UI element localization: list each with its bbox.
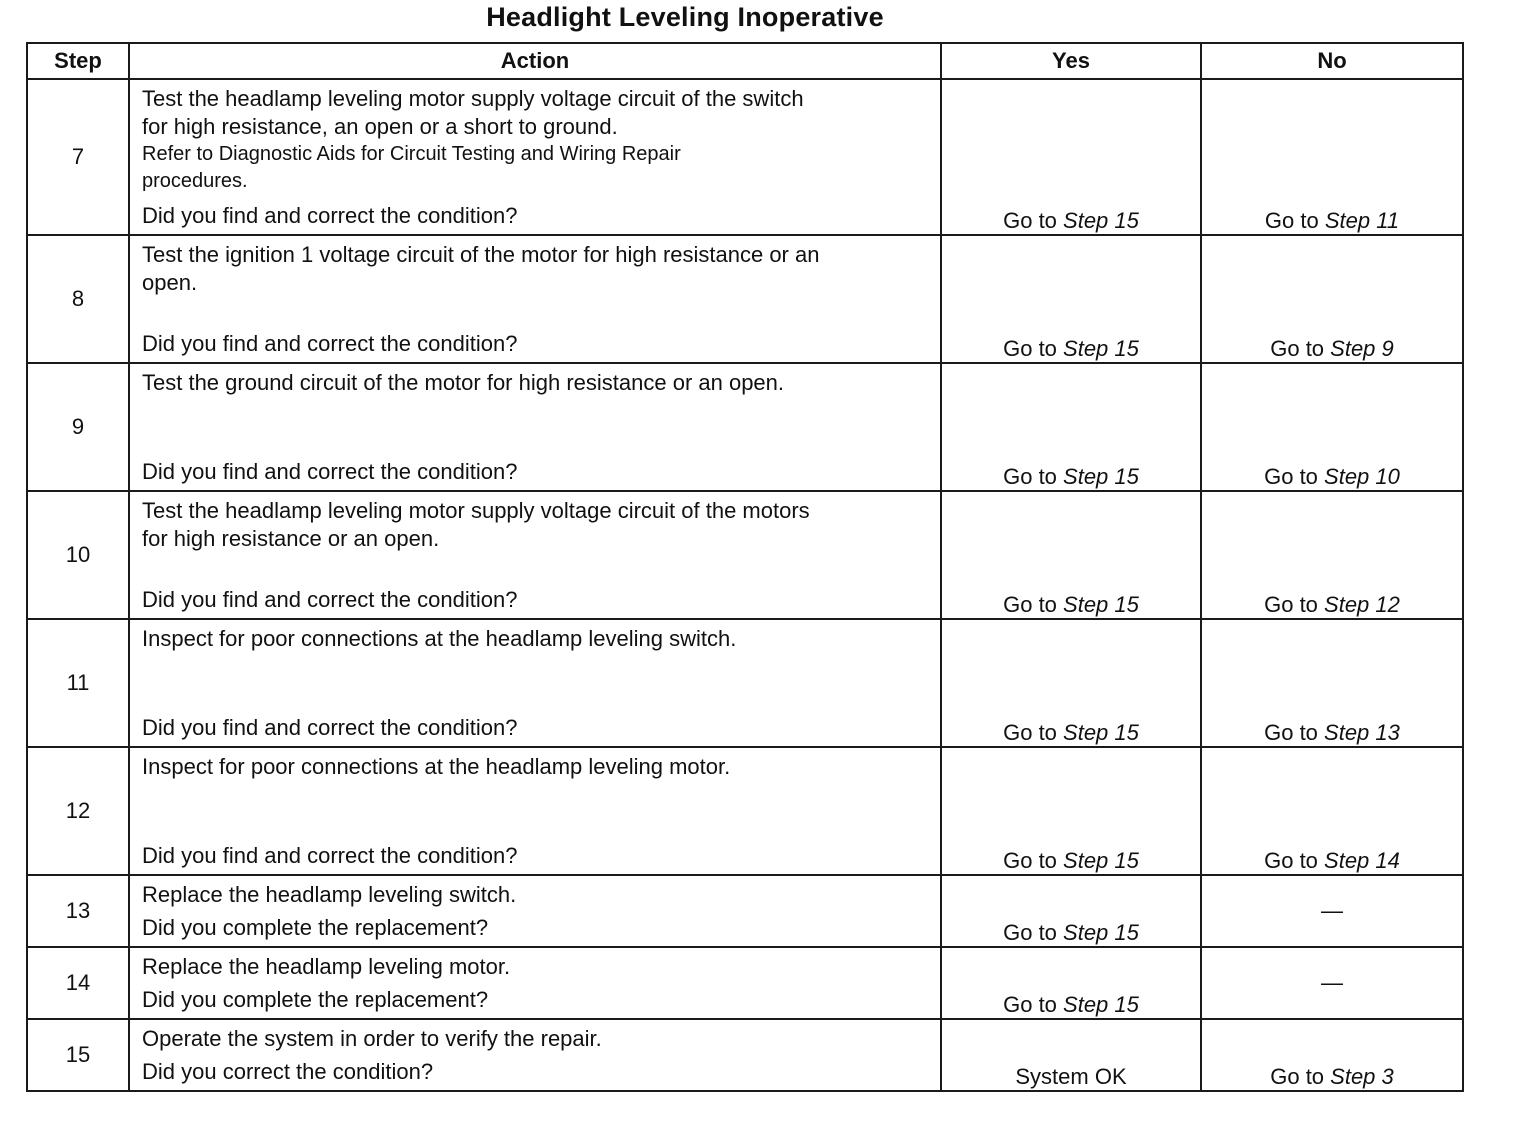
no-step-link[interactable]: Step 3 bbox=[1330, 1064, 1394, 1089]
yes-cell bbox=[941, 491, 1201, 619]
instruction-text: Test the headlamp leveling motor supply voltage circuit of the switch for high resistance, an open or a short to ground. bbox=[142, 86, 804, 139]
yes-step-link[interactable]: Step 15 bbox=[1063, 336, 1139, 361]
step-number: 7 bbox=[27, 79, 129, 235]
instruction-text: Inspect for poor connections at the headlamp leveling motor. bbox=[142, 754, 731, 779]
action-cell bbox=[129, 491, 941, 619]
yes-cell bbox=[941, 363, 1201, 491]
diagnostic-table bbox=[26, 42, 1464, 1092]
question-text: Did you find and correct the condition? bbox=[142, 203, 518, 228]
no-prefix: Go to bbox=[1264, 592, 1325, 617]
yes-cell bbox=[941, 875, 1201, 947]
action-cell bbox=[129, 363, 941, 491]
yes-cell bbox=[941, 235, 1201, 363]
action-cell bbox=[129, 747, 941, 875]
instruction-text: Replace the headlamp leveling motor. bbox=[142, 954, 511, 979]
note-text: Refer to Diagnostic Aids for Circuit Testing and Wiring Repair procedures. bbox=[142, 143, 681, 192]
instruction-text: Test the ignition 1 voltage circuit of the motor for high resistance or an open. bbox=[142, 242, 820, 295]
header-yes: Yes bbox=[941, 43, 1201, 79]
yes-cell bbox=[941, 79, 1201, 235]
instruction-text: Operate the system in order to verify the repair. bbox=[142, 1026, 602, 1051]
table-row bbox=[27, 947, 1463, 1019]
no-step-link[interactable]: Step 10 bbox=[1324, 464, 1400, 489]
yes-cell-system-ok: System OK bbox=[941, 1019, 1201, 1091]
no-cell bbox=[1201, 363, 1463, 491]
no-step-link[interactable]: Step 13 bbox=[1324, 720, 1400, 745]
step-number: 8 bbox=[27, 235, 129, 363]
step-number: 13 bbox=[27, 875, 129, 947]
no-step-link[interactable]: Step 11 bbox=[1324, 208, 1400, 233]
yes-prefix: Go to bbox=[1003, 464, 1064, 489]
no-cell bbox=[1201, 1019, 1463, 1091]
yes-step-link[interactable]: Step 15 bbox=[1063, 720, 1139, 745]
table-row bbox=[27, 235, 1463, 363]
action-cell bbox=[129, 1019, 941, 1091]
yes-step-link[interactable]: Step 15 bbox=[1063, 848, 1139, 873]
action-cell bbox=[129, 79, 941, 235]
question-text: Did you correct the condition? bbox=[142, 1059, 434, 1084]
no-prefix: Go to bbox=[1270, 336, 1331, 361]
instruction-text: Test the headlamp leveling motor supply voltage circuit of the motors for high resistance or an open. bbox=[142, 498, 810, 551]
step-number: 10 bbox=[27, 491, 129, 619]
step-number: 11 bbox=[27, 619, 129, 747]
no-prefix: Go to bbox=[1264, 464, 1325, 489]
question-text: Did you complete the replacement? bbox=[142, 915, 489, 940]
yes-step-link[interactable]: Step 15 bbox=[1063, 208, 1139, 233]
yes-prefix: Go to bbox=[1003, 336, 1064, 361]
no-cell bbox=[1201, 491, 1463, 619]
instruction-text: Inspect for poor connections at the headlamp leveling switch. bbox=[142, 626, 737, 651]
question-text: Did you find and correct the condition? bbox=[142, 331, 518, 356]
no-cell bbox=[1201, 235, 1463, 363]
yes-prefix: Go to bbox=[1003, 848, 1064, 873]
no-prefix: Go to bbox=[1264, 848, 1325, 873]
yes-step-link[interactable]: Step 15 bbox=[1063, 920, 1139, 945]
no-step-link[interactable]: Step 14 bbox=[1324, 848, 1400, 873]
step-number: 15 bbox=[27, 1019, 129, 1091]
table-row bbox=[27, 875, 1463, 947]
header-action: Action bbox=[129, 43, 941, 79]
header-step: Step bbox=[27, 43, 129, 79]
table-row bbox=[27, 747, 1463, 875]
table-row bbox=[27, 619, 1463, 747]
step-number: 9 bbox=[27, 363, 129, 491]
question-text: Did you find and correct the condition? bbox=[142, 715, 518, 740]
yes-prefix: Go to bbox=[1003, 992, 1064, 1017]
no-prefix: Go to bbox=[1264, 720, 1325, 745]
no-cell bbox=[1201, 747, 1463, 875]
yes-prefix: Go to bbox=[1003, 920, 1064, 945]
table-row bbox=[27, 79, 1463, 235]
action-cell bbox=[129, 947, 941, 1019]
yes-cell bbox=[941, 619, 1201, 747]
no-prefix: Go to bbox=[1264, 208, 1325, 233]
table-row bbox=[27, 1019, 1463, 1091]
header-row bbox=[27, 43, 1463, 79]
yes-step-link[interactable]: Step 15 bbox=[1063, 992, 1139, 1017]
question-text: Did you find and correct the condition? bbox=[142, 587, 518, 612]
table-row bbox=[27, 491, 1463, 619]
instruction-text: Test the ground circuit of the motor for high resistance or an open. bbox=[142, 370, 785, 395]
page-title: Headlight Leveling Inoperative bbox=[486, 2, 884, 32]
yes-cell bbox=[941, 747, 1201, 875]
no-cell-dash: — bbox=[1201, 947, 1463, 1019]
instruction-text: Replace the headlamp leveling switch. bbox=[142, 882, 517, 907]
action-cell bbox=[129, 619, 941, 747]
question-text: Did you complete the replacement? bbox=[142, 987, 489, 1012]
step-number: 14 bbox=[27, 947, 129, 1019]
yes-prefix: Go to bbox=[1003, 592, 1064, 617]
action-cell bbox=[129, 875, 941, 947]
header-no: No bbox=[1201, 43, 1463, 79]
no-step-link[interactable]: Step 12 bbox=[1324, 592, 1400, 617]
question-text: Did you find and correct the condition? bbox=[142, 843, 518, 868]
yes-step-link[interactable]: Step 15 bbox=[1063, 464, 1139, 489]
yes-cell bbox=[941, 947, 1201, 1019]
no-cell-dash: — bbox=[1201, 875, 1463, 947]
no-cell bbox=[1201, 619, 1463, 747]
no-cell bbox=[1201, 79, 1463, 235]
step-number: 12 bbox=[27, 747, 129, 875]
question-text: Did you find and correct the condition? bbox=[142, 459, 518, 484]
yes-prefix: Go to bbox=[1003, 208, 1064, 233]
no-step-link[interactable]: Step 9 bbox=[1330, 336, 1394, 361]
action-cell bbox=[129, 235, 941, 363]
yes-prefix: Go to bbox=[1003, 720, 1064, 745]
table-row bbox=[27, 363, 1463, 491]
yes-step-link[interactable]: Step 15 bbox=[1063, 592, 1139, 617]
no-prefix: Go to bbox=[1270, 1064, 1331, 1089]
